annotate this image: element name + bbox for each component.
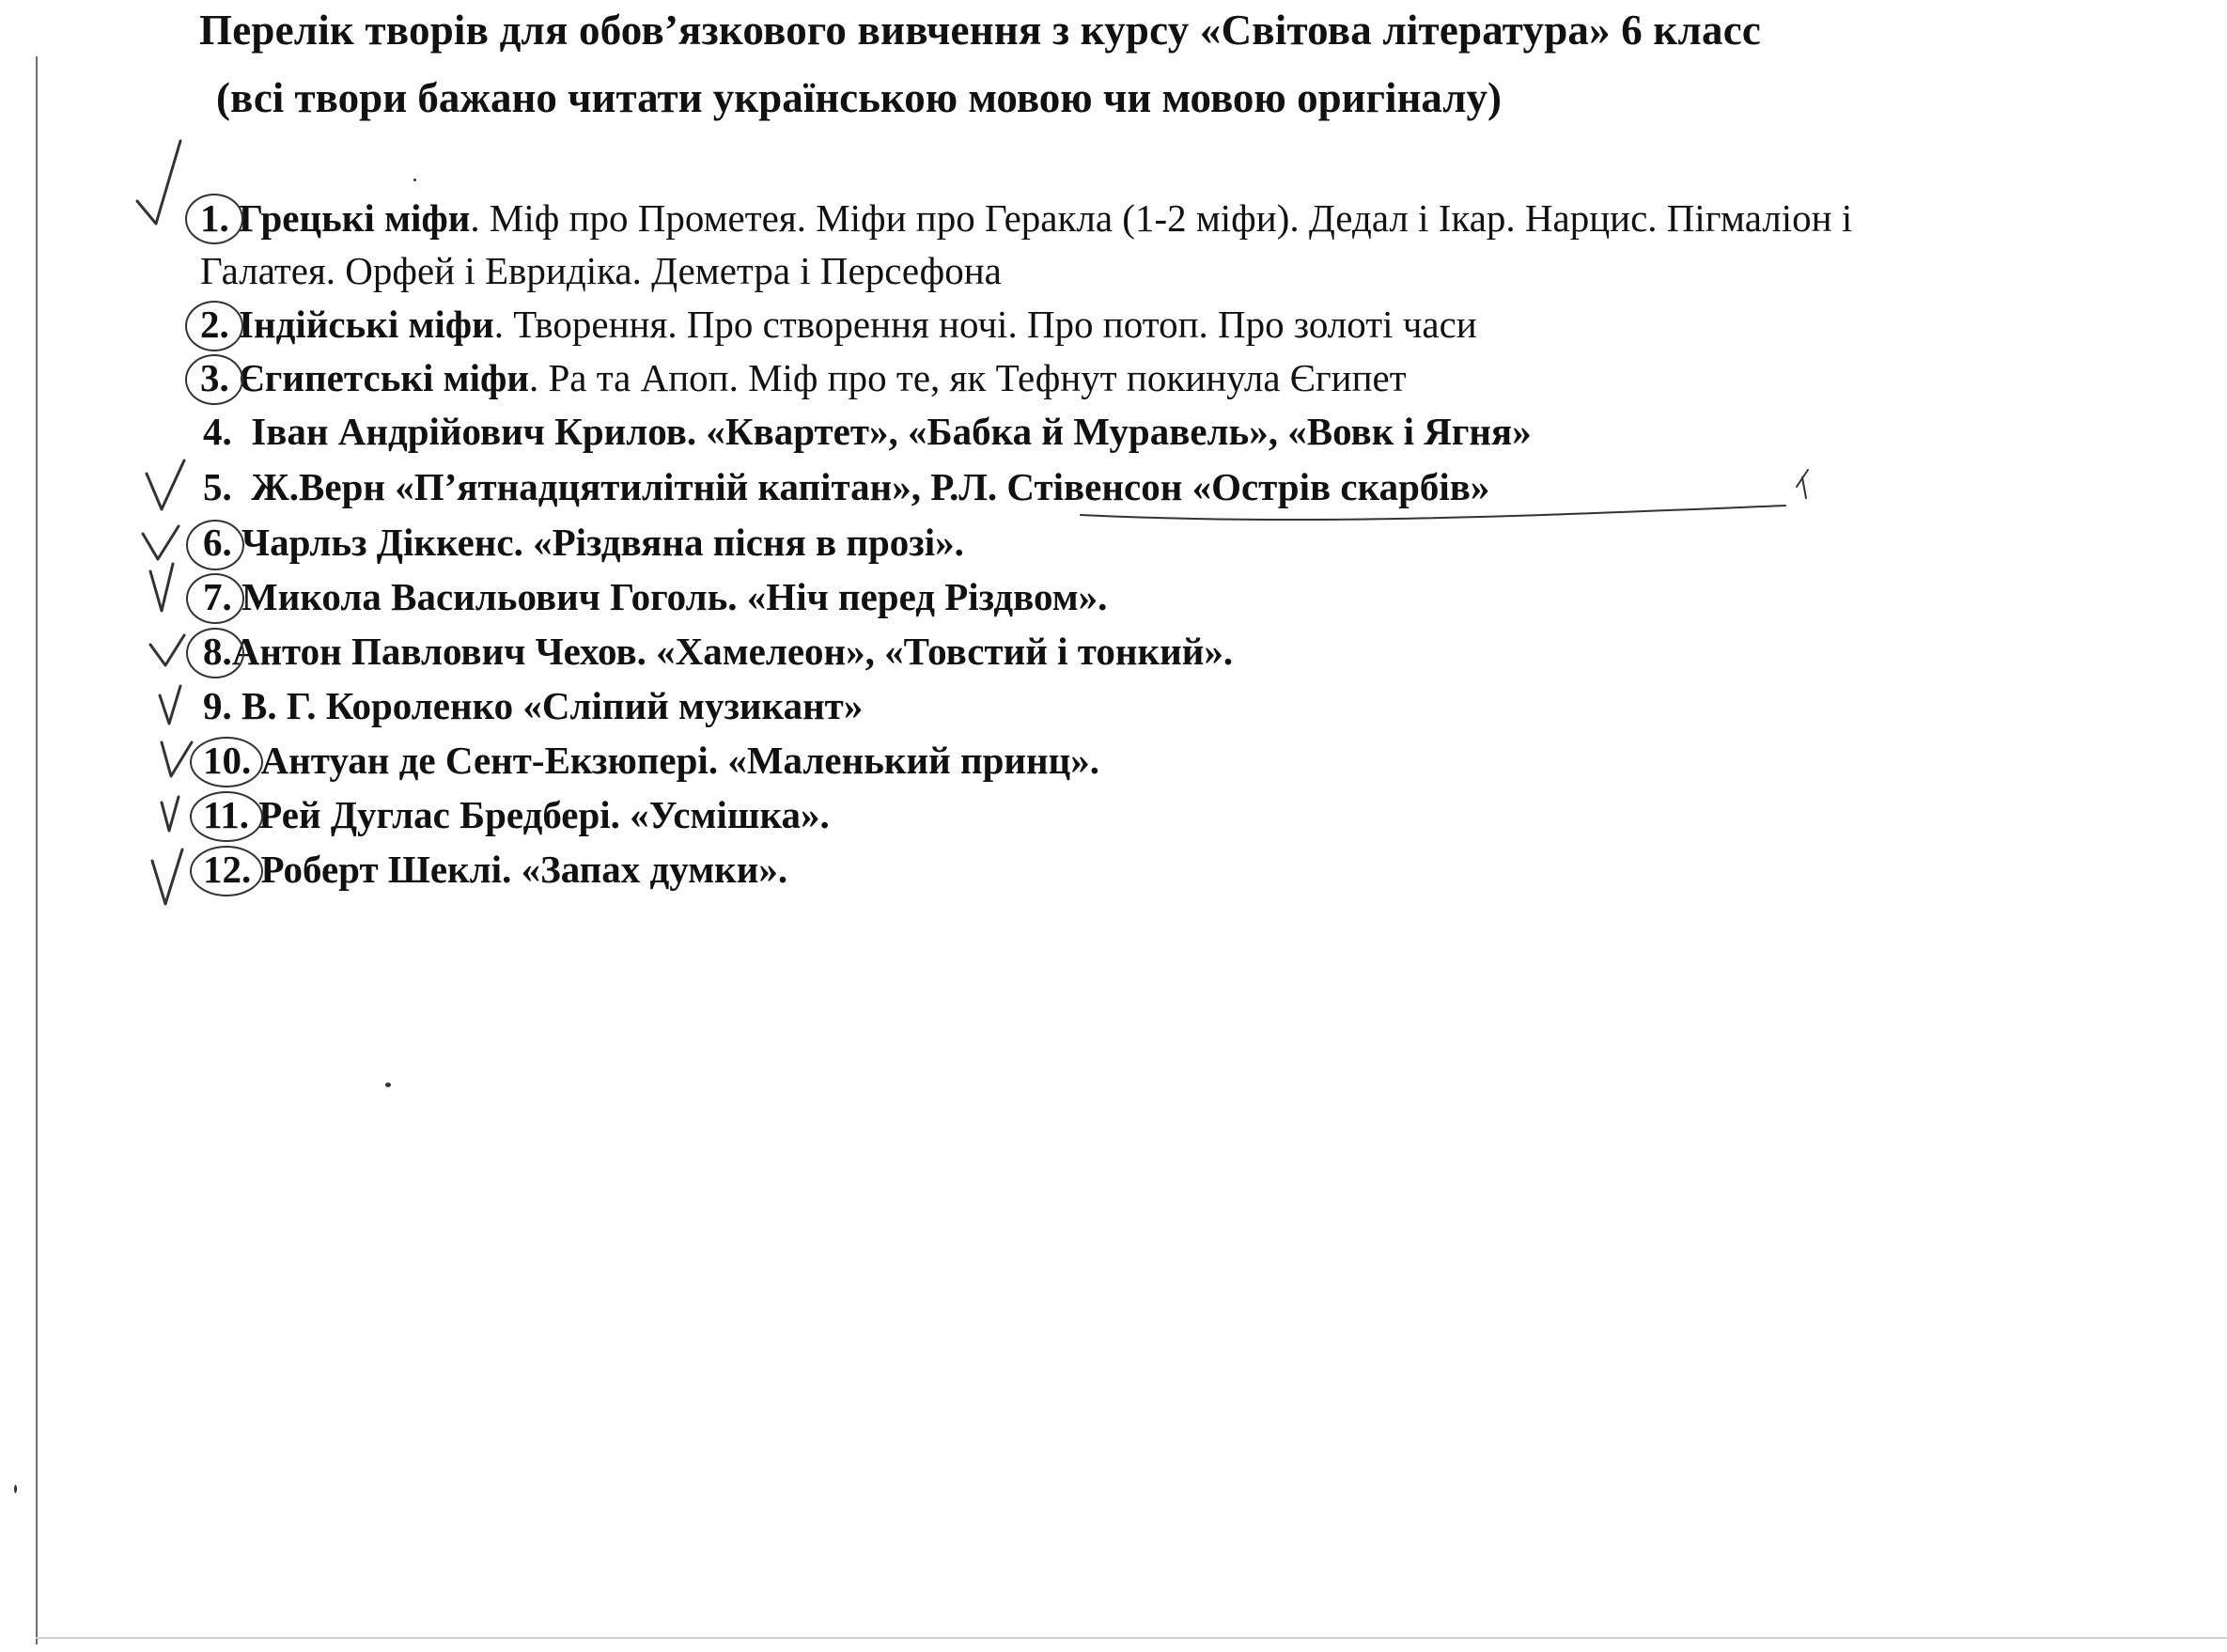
item-text: В. Г. Короленко «Сліпий музикант» [241,684,864,727]
check-mark-icon [150,564,173,611]
item-number: 2. [200,303,229,346]
item-number: 11. [203,793,249,836]
document-subtitle: (всі твори бажано читати українською мовою чи мовою оригіналу) [216,74,1503,121]
handwritten-cross-mark [1797,470,1808,498]
list-item-9 [203,682,863,729]
list-item-1 [200,195,1852,242]
scan-speck [385,1083,391,1087]
scan-speck [14,1485,17,1493]
list-item-8 [203,628,1233,675]
list-item-1-continued [200,247,1002,294]
check-mark-icon [143,526,179,559]
list-item-4 [203,408,1532,455]
scan-speck [413,179,416,181]
check-mark-icon [147,460,184,509]
item-number: 4. [203,410,232,453]
item-number: 9. [203,684,232,727]
list-item-6 [203,519,964,566]
item-text: Антуан де Сент-Екзюпері. «Маленький принц». [260,739,1100,782]
list-item-3 [200,354,1407,401]
check-mark-icon [160,686,180,724]
list-item-12 [203,846,787,893]
check-mark-icon [150,635,184,665]
item-text: Чарльз Діккенс. «Різдвяна пісня в прозі». [241,521,964,564]
item-text: . Ра та Апоп. Міф про те, як Тефнут покинула Єгипет [528,356,1407,399]
item-number: 10. [203,739,252,782]
item-text: Роберт Шеклі. «Запах думки». [260,848,788,891]
scan-page-edge-left [36,56,38,1644]
item-number: 12. [203,848,252,891]
item-text: . Творення. Про створення ночі. Про потоп. Про золоті часи [493,303,1477,346]
check-mark-icon [137,141,180,224]
item-text-continued: Галатея. Орфей і Евридіка. Деметра і Персефона [200,249,1002,292]
item-text: Іван Андрійович Крилов. «Квартет», «Бабка й Муравель», «Вовк і Ягня» [251,410,1532,453]
item-text: Микола Васильович Гоголь. «Ніч перед Різдвом». [241,575,1108,618]
item-number: 3. [200,356,229,399]
item-heading: Грецькі міфи [239,196,471,240]
document-title: Перелік творів для обов’язкового вивчення з курсу «Світова література» 6 класс [199,7,1762,54]
list-item-10 [203,737,1099,784]
item-number: 1. [200,196,229,240]
item-number: 7. [203,575,232,618]
list-item-11 [203,791,830,838]
item-text: Ж.Верн «П’ятнадцятилітній капітан», Р.Л. Стівенсон «Острів скарбів» [251,465,1490,508]
item-heading: Єгипетські міфи [239,356,529,399]
check-mark-icon [162,797,179,831]
list-item-2 [200,301,1477,348]
item-text: Рей Дуглас Бредбері. «Усмішка». [258,793,830,836]
list-item-7 [203,573,1107,620]
item-number: 5. [203,465,232,508]
scan-page-edge-bottom [36,1637,2227,1639]
list-item-5 [203,463,1489,510]
check-mark-icon [162,742,192,776]
item-text: . Міф про Прометея. Міфи про Геракла (1-2 міфи). Дедал і Ікар. Нарцис. Пігмаліон і [470,196,1853,240]
check-mark-icon [152,849,182,904]
item-text: Антон Павлович Чехов. «Хамелеон», «Товстий і тонкий». [231,630,1234,673]
item-number: 8. [203,630,232,673]
item-heading: Індійські міфи [239,303,494,346]
item-number: 6. [203,521,232,564]
